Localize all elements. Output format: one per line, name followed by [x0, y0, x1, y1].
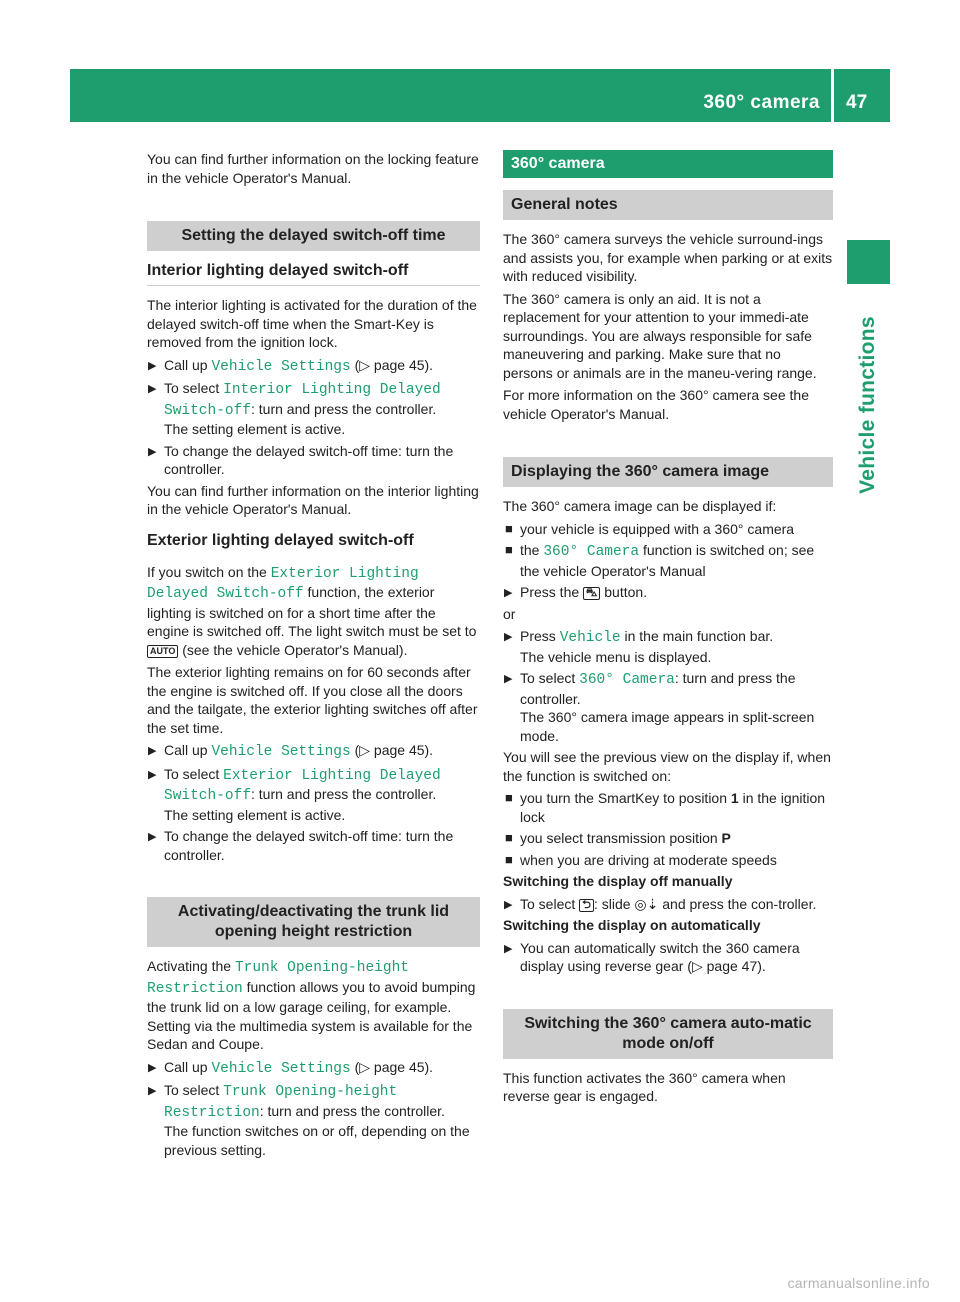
step-item: ▶ To select Trunk Opening-height Restriction: turn and press the controller. The function switches on or off, depending on the previous setting. — [148, 1082, 470, 1158]
general-paragraph-3: For more information on the 360° camera see the vehicle Operator's Manual. — [503, 387, 809, 422]
section-title-displaying: Displaying the 360° camera image — [503, 457, 833, 487]
step-item: ▶ Call up Vehicle Settings (▷ page 45). — [148, 742, 434, 760]
arrow-right-icon: ▶ — [504, 898, 513, 911]
arrow-right-icon: ▶ — [148, 445, 157, 458]
step-item: ▶ To select Interior Lighting Delayed Switch-off: turn and press the controller. The setting element is active. — [148, 380, 441, 437]
arrow-right-icon: ▶ — [148, 1061, 157, 1074]
chapter-label: Vehicle functions — [855, 316, 879, 494]
step-item: ▶ To select 360° Camera: turn and press the controller. The 360° camera image appears in split-screen mode. — [504, 670, 815, 744]
header-divider — [831, 69, 834, 122]
interior-paragraph: The interior lighting is activated for the duration of the delayed switch-off time when the Smart-Key is removed from the ignition lock. — [147, 297, 477, 350]
bullet-icon: ■ — [505, 520, 513, 536]
step-item: ▶ Press the ⛍ button. — [503, 583, 833, 602]
arrow-right-icon: ▶ — [504, 673, 513, 685]
general-paragraph-2: The 360° camera is only an aid. It is not a replacement for your attention to your immedi-ate surroundings. You are always responsible for safe maneuvering and parking. Make sure that no persons or animals are in the maneu-vering range. — [503, 290, 817, 381]
list-item: ■ you select transmission position P — [505, 830, 731, 846]
displaying-paragraph-1: The 360° camera image can be displayed if: — [503, 498, 777, 514]
step-item: ▶ Call up Vehicle Settings (▷ page 45). — [148, 356, 434, 375]
section-title-auto-mode: Switching the 360° camera auto-matic mode on/off — [503, 1009, 833, 1059]
step-item: ▶ To select ⮌ : slide ◎⇣ and press the con-troller. — [503, 895, 833, 914]
list-item: ■ the 360° Camera function is switched on; see the vehicle Operator's Manual — [505, 542, 815, 579]
arrow-right-icon: ▶ — [148, 745, 157, 757]
step-item: ▶ To change the delayed switch-off time: turn the controller. — [148, 828, 454, 863]
exterior-paragraph-2: The exterior lighting remains on for 60 seconds after the engine is switched off. If you close all the doors and the tailgate, the exterior lighting switches off after the set time. — [147, 664, 478, 736]
subheading-display-on: Switching the display on automatically — [503, 917, 761, 933]
bullet-icon: ■ — [505, 790, 513, 805]
arrow-right-icon: ▶ — [148, 1085, 157, 1097]
subheading-display-off: Switching the display off manually — [503, 873, 733, 889]
general-paragraph-1: The 360° camera surveys the vehicle surround-ings and assists you, for example when parking or at exits with reduced visibility. — [503, 231, 833, 284]
arrow-right-icon: ▶ — [148, 831, 157, 843]
step-item: ▶ To change the delayed switch-off time: turn the controller. — [148, 442, 454, 477]
auto-mode-paragraph: This function activates the 360° camera when reverse gear is engaged. — [503, 1069, 786, 1104]
intro-paragraph: You can find further information on the locking feature in the vehicle Operator's Manual. — [147, 151, 479, 186]
main-section-title: 360° camera — [503, 150, 833, 178]
step-item: ▶ You can automatically switch the 360 camera display using reverse gear (▷ page 47). — [504, 939, 800, 974]
step-item: ▶ Call up Vehicle Settings (▷ page 45). — [148, 1058, 434, 1077]
header-title: 360° camera — [703, 92, 820, 113]
arrow-right-icon: ▶ — [148, 383, 157, 395]
step-item: ▶ To select Exterior Lighting Delayed Switch-off: turn and press the controller. The setting element is active. — [148, 765, 441, 823]
displaying-paragraph-2: You will see the previous view on the display if, when the function is switched on: — [503, 749, 831, 784]
interior-after-paragraph: You can find further information on the interior lighting in the vehicle Operator's Manual. — [147, 482, 479, 517]
watermark: carmanualsonline.info — [787, 1274, 930, 1291]
arrow-right-icon: ▶ — [504, 587, 513, 599]
back-icon: ⮌ — [579, 899, 594, 912]
bullet-icon: ■ — [505, 830, 513, 845]
controller-slide-icon: ◎⇣ — [634, 895, 659, 912]
section-title-delayed-switch-off: Setting the delayed switch-off time — [147, 221, 480, 251]
bullet-icon: ■ — [505, 542, 513, 557]
step-item: ▶ Press Vehicle in the main function bar. The vehicle menu is displayed. — [504, 628, 774, 665]
section-title-general-notes: General notes — [503, 190, 833, 220]
subsection-title-exterior: Exterior lighting delayed switch-off — [147, 531, 414, 549]
chapter-tab — [847, 240, 890, 284]
right-column — [503, 150, 833, 1110]
list-item: ■ when you are driving at moderate speeds — [505, 851, 777, 868]
left-column — [147, 150, 480, 1162]
arrow-right-icon: ▶ — [504, 942, 513, 955]
section-title-trunk-lid: Activating/deactivating the trunk lid opening height restriction — [147, 897, 480, 947]
bullet-icon: ■ — [505, 851, 513, 867]
subsection-title-interior: Interior lighting delayed switch-off — [147, 261, 480, 286]
list-item: ■ your vehicle is equipped with a 360° camera — [505, 520, 795, 537]
page-header — [70, 69, 890, 122]
list-item: ■ you turn the SmartKey to position 1 in the ignition lock — [505, 790, 826, 825]
trunk-paragraph: Activating the Trunk Opening-height Restriction function allows you to avoid bumping the trunk lid on a low garage ceiling, for example. Setting via the multimedia system is available for the Sedan and Coupe. — [147, 958, 476, 1052]
arrow-right-icon: ▶ — [148, 768, 157, 781]
arrow-right-icon: ▶ — [148, 359, 157, 372]
exterior-paragraph-1: If you switch on the Exterior Lighting Delayed Switch-off function, the exterior lighting is switched on for a short time after the engine is switched off. The light switch must be set to AUTO (see the vehicle Operator's Manual). — [147, 563, 477, 658]
car-button-icon: ⛍ — [583, 587, 600, 600]
or-text: or — [503, 605, 516, 622]
auto-icon: AUTO — [147, 645, 178, 658]
arrow-right-icon: ▶ — [504, 631, 513, 643]
page-number: 47 — [846, 92, 868, 113]
